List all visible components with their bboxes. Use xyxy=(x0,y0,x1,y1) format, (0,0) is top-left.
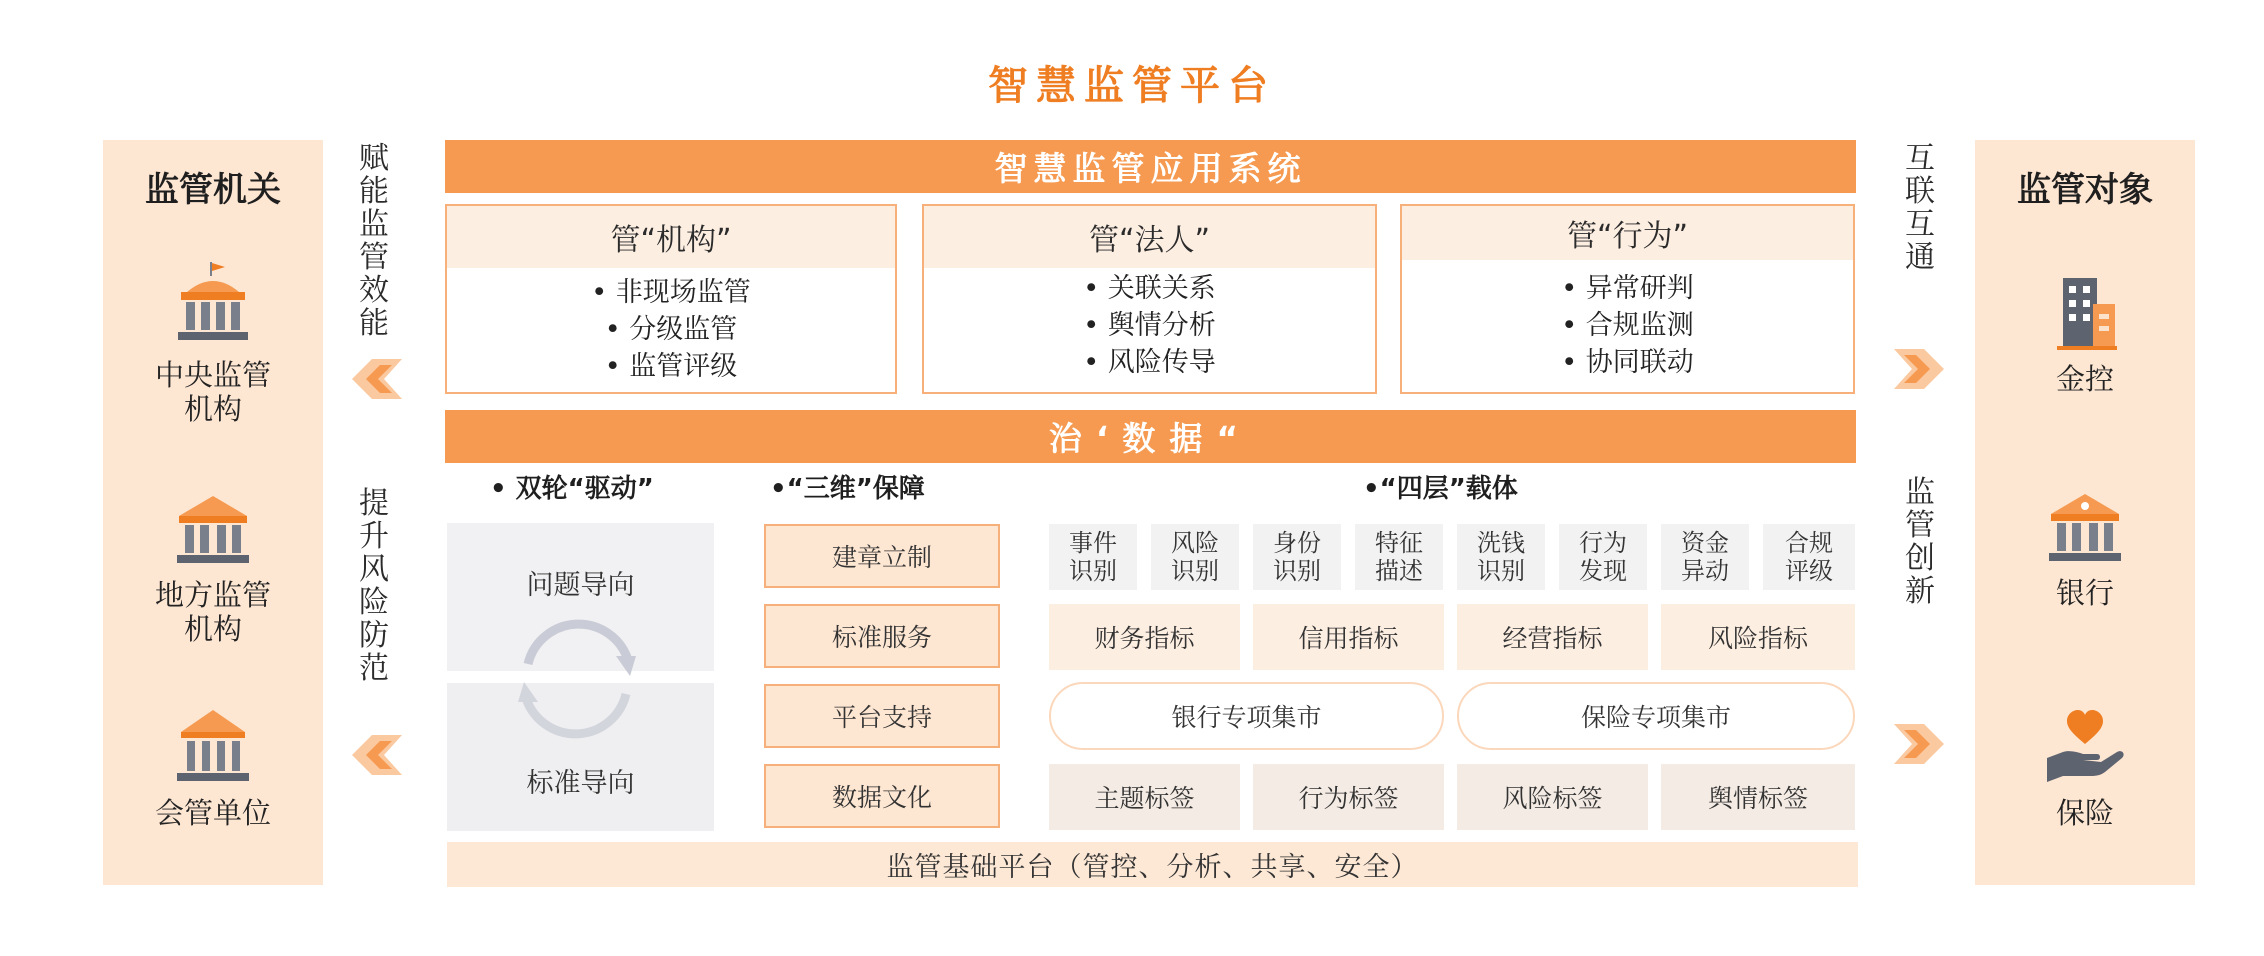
guarantee-item: 数据文化 xyxy=(764,764,1000,828)
regulator-panel-title: 监管机关 xyxy=(145,170,281,210)
local-regulator-label: 地方监管 机构 xyxy=(154,578,271,646)
box-title: 管“法人” xyxy=(924,206,1375,268)
tag-cell: 舆情标签 xyxy=(1661,764,1855,830)
box-title: 管“机构” xyxy=(447,206,895,268)
identify-line: 描述 xyxy=(1375,557,1423,585)
local-regulator-item xyxy=(103,494,323,646)
indicator-cell: 财务指标 xyxy=(1049,604,1240,670)
standard-oriented-label: 标准导向 xyxy=(526,768,635,799)
list-item: • 分级监管 xyxy=(447,311,895,348)
identify-cell xyxy=(1661,524,1749,590)
government-building-icon xyxy=(173,262,253,346)
manage-behavior-box xyxy=(1400,204,1855,394)
identify-line: 风险 xyxy=(1171,529,1219,557)
identify-line: 评级 xyxy=(1785,557,1833,585)
list-item: • 合规监测 xyxy=(1402,307,1853,344)
right-arrow-icon xyxy=(1894,345,1946,393)
identify-cell xyxy=(1559,524,1647,590)
cycle-arrows-icon xyxy=(502,604,652,754)
heart-hand-icon xyxy=(2043,708,2127,784)
guarantee-item: 平台支持 xyxy=(764,684,1000,748)
list-item: • 监管评级 xyxy=(447,348,895,385)
identify-line: 资金 xyxy=(1681,529,1729,557)
affiliated-unit-label: 会管单位 xyxy=(154,796,271,830)
affiliated-unit-item xyxy=(103,708,323,830)
identify-line: 识别 xyxy=(1069,557,1117,585)
list-item: • 协同联动 xyxy=(1402,344,1853,381)
financial-holding-label: 金控 xyxy=(2055,362,2114,396)
tag-cell: 行为标签 xyxy=(1253,764,1444,830)
identify-cell xyxy=(1151,524,1239,590)
insurance-item xyxy=(1975,708,2195,830)
identify-line: 洗钱 xyxy=(1477,529,1525,557)
tag-cell: 风险标签 xyxy=(1457,764,1648,830)
institution-building-icon xyxy=(173,708,253,784)
central-regulator-label: 中央监管 机构 xyxy=(154,358,271,426)
bank-building-icon xyxy=(173,494,253,566)
manage-institution-box xyxy=(445,204,897,394)
box-title: 管“行为” xyxy=(1402,206,1853,260)
identify-line: 识别 xyxy=(1477,557,1525,585)
list-item: • 舆情分析 xyxy=(924,307,1375,344)
main-title: 智慧监管平台 xyxy=(988,62,1276,109)
financial-holding-item xyxy=(1975,274,2195,396)
identify-cell xyxy=(1049,524,1137,590)
list-item: • 关联关系 xyxy=(924,270,1375,307)
identify-line: 特征 xyxy=(1375,529,1423,557)
list-item: • 非现场监管 xyxy=(447,274,895,311)
identify-line: 识别 xyxy=(1273,557,1321,585)
box-list xyxy=(1402,270,1853,381)
regulator-panel xyxy=(103,140,323,885)
supervised-panel xyxy=(1975,140,2195,885)
indicator-cell: 风险指标 xyxy=(1661,604,1855,670)
tag-cell: 主题标签 xyxy=(1049,764,1240,830)
interconnection-text: 互联互通 xyxy=(1905,141,1935,275)
four-layer-header: •“四层”载体 xyxy=(1363,474,1518,504)
indicator-cell: 信用指标 xyxy=(1253,604,1444,670)
right-arrow-icon xyxy=(1894,720,1946,768)
box-list xyxy=(924,270,1375,381)
identify-line: 合规 xyxy=(1785,529,1833,557)
market-pill: 银行专项集市 xyxy=(1049,682,1444,750)
market-pill: 保险专项集市 xyxy=(1457,682,1855,750)
bank-label: 银行 xyxy=(2055,576,2114,610)
guarantee-item: 标准服务 xyxy=(764,604,1000,668)
central-regulator-item xyxy=(103,262,323,426)
identify-line: 识别 xyxy=(1171,557,1219,585)
insurance-label: 保险 xyxy=(2055,796,2114,830)
indicator-cell: 经营指标 xyxy=(1457,604,1648,670)
app-system-bar: 智慧监管应用系统 xyxy=(445,140,1856,193)
identify-cell xyxy=(1763,524,1855,590)
identify-cell xyxy=(1457,524,1545,590)
guarantee-item: 建章立制 xyxy=(764,524,1000,588)
identify-line: 发现 xyxy=(1579,557,1627,585)
risk-prevention-text: 提升风险防范 xyxy=(359,486,389,686)
left-arrow-icon xyxy=(350,355,402,403)
problem-oriented-label: 问题导向 xyxy=(526,570,635,601)
office-building-icon xyxy=(2049,274,2121,350)
dual-drive-header: • 双轮“驱动” xyxy=(490,474,654,504)
three-dimension-header: •“三维”保障 xyxy=(770,474,925,504)
manage-legal-person-box xyxy=(922,204,1377,394)
data-governance-bar: 治‘数据“ xyxy=(445,410,1856,463)
bank-item xyxy=(1975,492,2195,610)
identify-cell xyxy=(1355,524,1443,590)
supervision-innovation-text: 监管创新 xyxy=(1905,475,1935,609)
bank-building-icon xyxy=(2045,492,2125,564)
supervised-panel-title: 监管对象 xyxy=(2017,170,2153,210)
base-platform-bar: 监管基础平台（管控、分析、共享、安全） xyxy=(447,842,1858,887)
list-item: • 风险传导 xyxy=(924,344,1375,381)
identify-cell xyxy=(1253,524,1341,590)
identify-line: 身份 xyxy=(1273,529,1321,557)
left-arrow-icon xyxy=(350,731,402,779)
identify-line: 异动 xyxy=(1681,557,1729,585)
box-list xyxy=(447,274,895,385)
empower-supervision-text: 赋能监管效能 xyxy=(359,141,389,341)
identify-line: 行为 xyxy=(1579,529,1627,557)
list-item: • 异常研判 xyxy=(1402,270,1853,307)
identify-line: 事件 xyxy=(1069,529,1117,557)
